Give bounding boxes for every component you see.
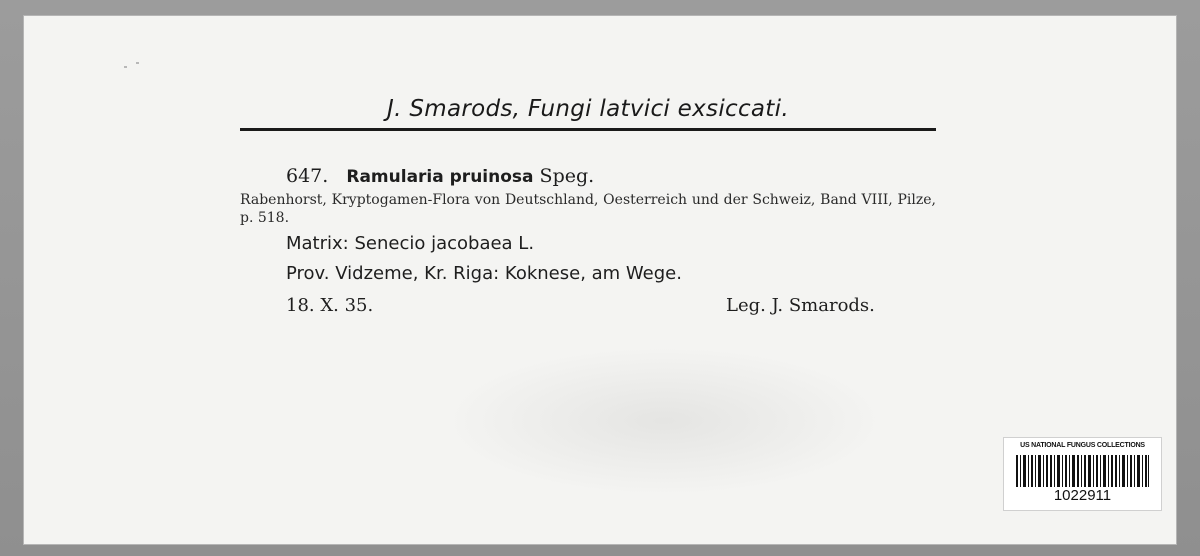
- locality-line: Prov. Vidzeme, Kr. Riga: Koknese, am Wege.: [286, 263, 682, 284]
- specimen-number: 647.: [286, 165, 329, 187]
- speck: [136, 62, 139, 64]
- collector-line: Leg. J. Smarods.: [726, 295, 875, 316]
- barcode-label: [1003, 437, 1162, 511]
- collection-date: 18. X. 35.: [286, 295, 374, 316]
- speck: [124, 66, 127, 68]
- reference-text: Rabenhorst, Kryptogamen-Flora von Deutschland, Oesterreich und der Schweiz, Band VIII, Pilze, p. 518.: [240, 192, 936, 226]
- species-name: Ramularia pruinosa: [346, 167, 534, 187]
- label-title: J. Smarods, Fungi latvici exsiccati.: [387, 96, 789, 122]
- barcode-header: US NATIONAL FUNGUS COLLECTIONS: [1020, 442, 1145, 449]
- matrix-line: Matrix: Senecio jacobaea L.: [286, 233, 535, 254]
- species-author: Speg.: [539, 165, 595, 187]
- title-rule: [240, 128, 936, 131]
- species-line: [286, 165, 594, 187]
- barcode-icon: [1016, 455, 1149, 487]
- barcode-number: 1022911: [1053, 487, 1112, 504]
- paper-shadow: [444, 346, 884, 496]
- specimen-label: [238, 78, 938, 328]
